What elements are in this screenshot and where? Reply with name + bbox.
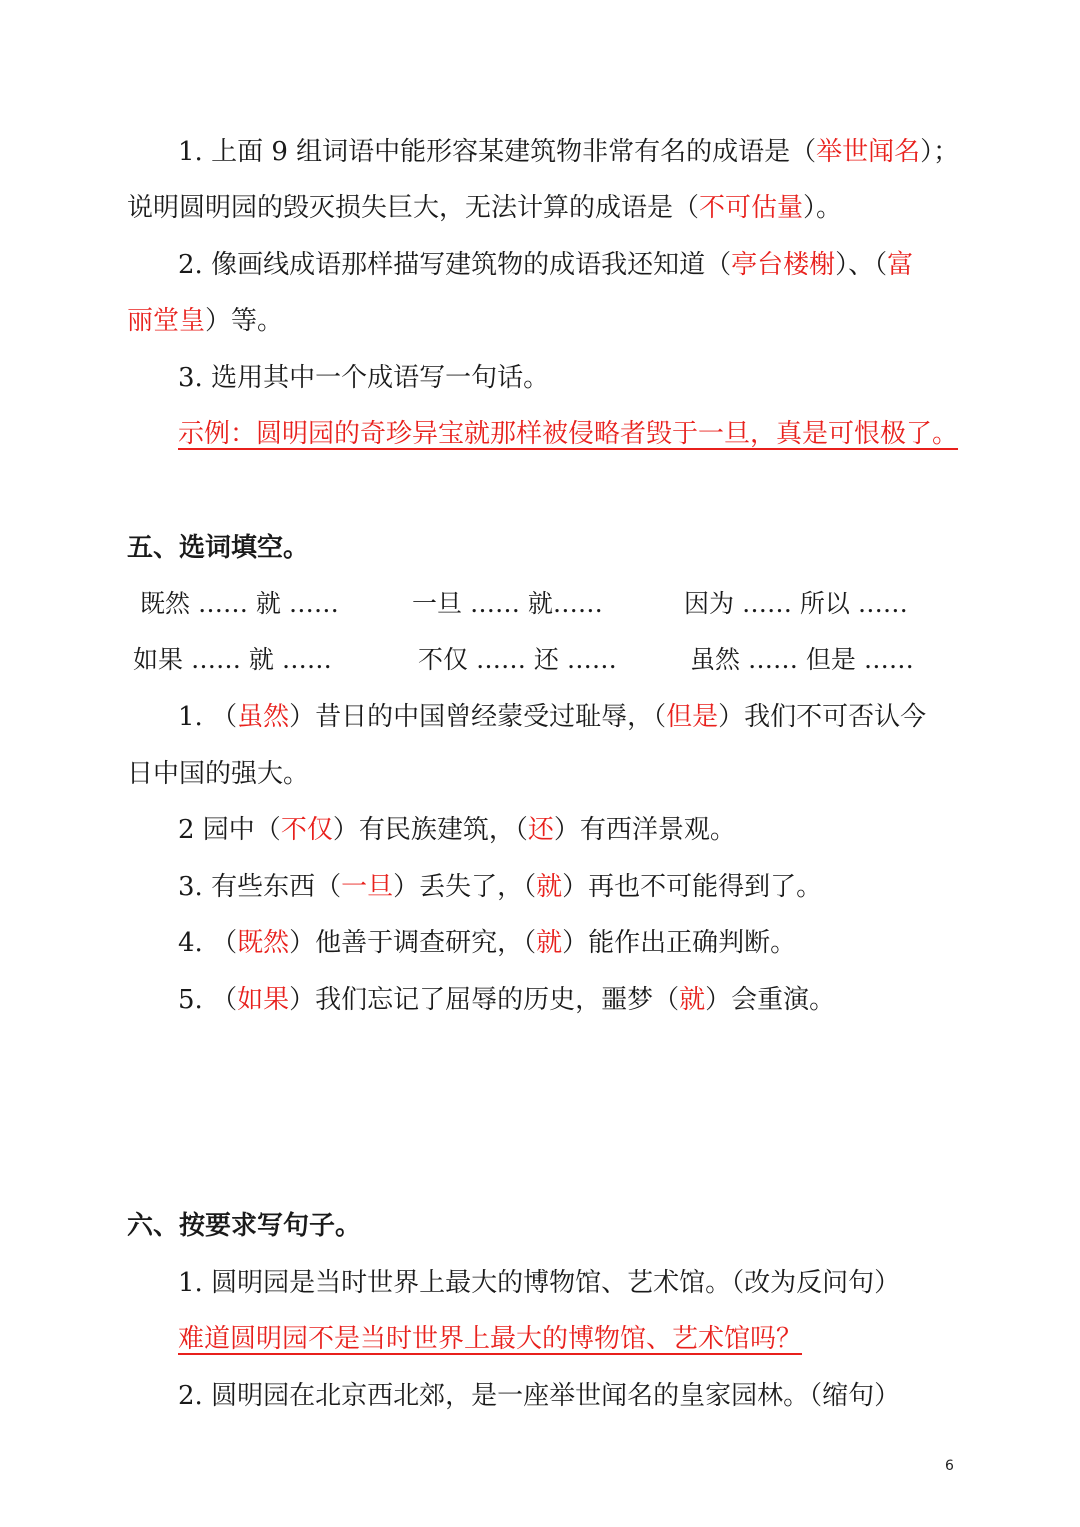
s6-question-1: 1. 圆明园是当时世界上最大的博物馆、艺术馆。（改为反问句） (178, 1268, 901, 1298)
answer-juishiwenming: 举世闻名 (816, 137, 921, 167)
option-bujin-hai: 不仅 …… 还 …… (418, 645, 617, 674)
option-suiran-danshi: 虽然 …… 但是 …… (690, 645, 914, 674)
answer-tingtailouxie: 亭台楼榭 (731, 250, 836, 280)
fill-item-1-line1: 1. （虽然）昔日的中国曾经蒙受过耻辱，（但是）我们不可否认今 (178, 702, 927, 732)
section5-heading: 五、选词填空。 (127, 533, 310, 563)
answer-bukeguliang: 不可估量 (699, 193, 804, 223)
q2-line1: 2. 像画线成语那样描写建筑物的成语我还知道（亭台楼榭）、（富 (178, 250, 914, 280)
option-yidan-jiu: 一旦 …… 就…… (412, 589, 603, 618)
fill-item-2: 2 园中（不仅）有民族建筑，（还）有西洋景观。 (178, 815, 736, 845)
fill-item-5: 5. （如果）我们忘记了屈辱的历史，噩梦（就）会重演。 (178, 985, 836, 1015)
q1-line2: 说明圆明园的毁灭损失巨大，无法计算的成语是（不可估量）。 (127, 193, 843, 223)
section6-heading: 六、按要求写句子。 (127, 1211, 362, 1241)
q3-answer: 示例：圆明园的奇珍异宝就那样被侵略者毁于一旦，真是可恨极了。 (178, 419, 959, 449)
q3-question: 3. 选用其中一个成语写一句话。 (178, 363, 550, 393)
q2-line2: 丽堂皇）等。 (127, 306, 284, 336)
s6-question-2: 2. 圆明园在北京西北郊，是一座举世闻名的皇家园林。（缩句） (178, 1381, 901, 1411)
option-jiran-jiu: 既然 …… 就 …… (140, 589, 339, 618)
q1-line1: 1. 上面 9 组词语中能形容某建筑物非常有名的成语是（举世闻名）； (178, 137, 960, 167)
fill-item-4: 4. （既然）他善于调查研究，（就）能作出正确判断。 (178, 928, 797, 958)
s6-answer-1: 难道圆明园不是当时世界上最大的博物馆、艺术馆吗？ (178, 1324, 803, 1354)
page-number: 6 (945, 1458, 954, 1474)
fill-item-3: 3. 有些东西（一旦）丢失了，（就）再也不可能得到了。 (178, 872, 823, 902)
answer-fulitanghuang: 丽堂皇 (127, 306, 206, 336)
option-ruguo-jiu: 如果 …… 就 …… (133, 645, 332, 674)
fill-item-1-line2: 日中国的强大。 (127, 759, 310, 789)
option-yinwei-suoyi: 因为 …… 所以 …… (684, 589, 908, 618)
